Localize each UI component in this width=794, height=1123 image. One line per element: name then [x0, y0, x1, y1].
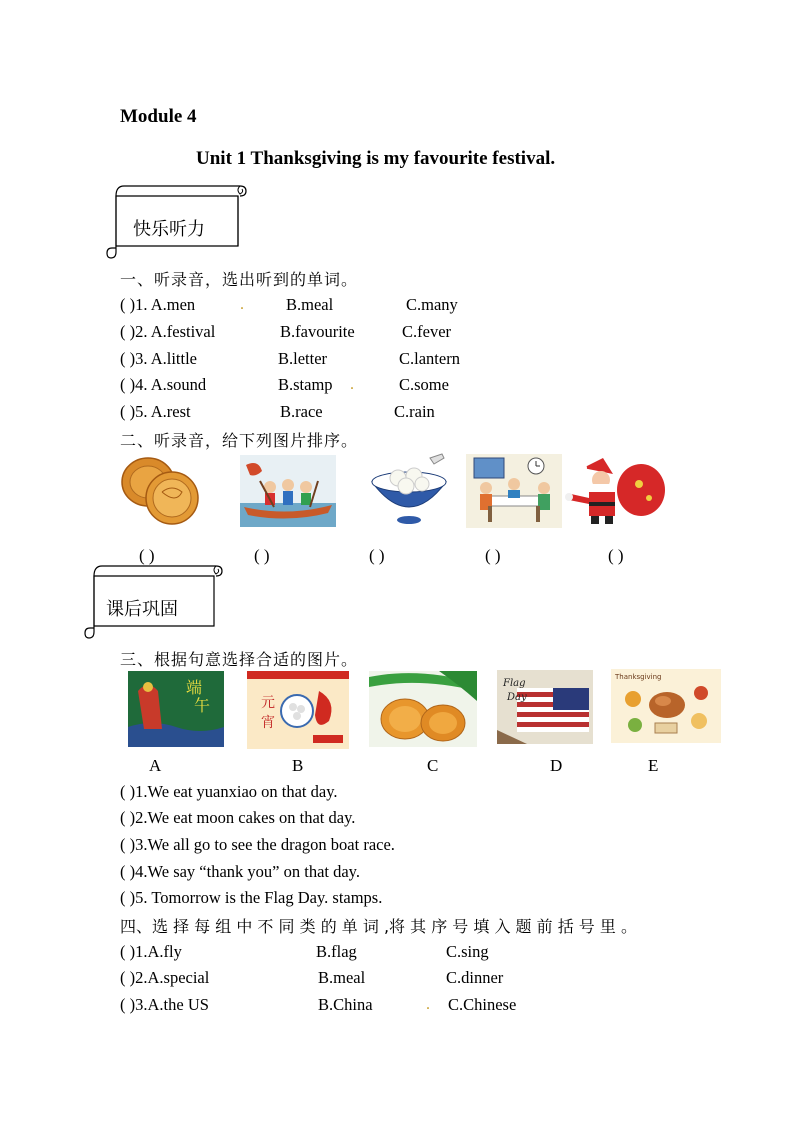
- s1-item-3-a: ( )3. A.little: [120, 349, 197, 368]
- svg-text:元: 元: [261, 695, 275, 711]
- order-blank-4[interactable]: ( ): [485, 546, 501, 565]
- picture-label-b: B: [292, 756, 304, 775]
- module-title: Module 4: [120, 106, 197, 127]
- family-dinner-picture: [466, 454, 562, 528]
- s1-item-3-c: C.lantern: [399, 349, 460, 368]
- order-blank-5[interactable]: ( ): [608, 546, 624, 565]
- section1-instruction: 一、听录音，选出听到的单词。: [120, 270, 359, 289]
- s1-item-1-c: C.many: [406, 295, 458, 314]
- s4-item-1-c: C.sing: [446, 942, 489, 961]
- s4-item-2-a: ( )2.A.special: [120, 968, 210, 987]
- mooncake-picture: [118, 452, 200, 528]
- picture-label-d: D: [550, 756, 563, 775]
- s4-item-1-a: ( )1.A.fly: [120, 942, 182, 961]
- dragon-boat-picture: [240, 455, 336, 527]
- picture-a-dragon-boat-festival: [128, 671, 224, 747]
- s1-item-3-b: B.letter: [278, 349, 328, 368]
- practice-banner-label: 课后巩固: [106, 599, 178, 620]
- section2-instruction: 二、听录音，给下列图片排序。: [120, 431, 359, 450]
- listening-banner: [106, 182, 248, 262]
- s3-sentence-2: ( )2.We eat moon cakes on that day.: [120, 808, 356, 827]
- svg-text:Flag: Flag: [503, 678, 526, 689]
- picture-label-e: E: [648, 756, 659, 775]
- unit-title: Unit 1 Thanksgiving is my favourite festival.: [196, 148, 556, 169]
- yuanxiao-picture: [368, 452, 450, 528]
- svg-text:午: 午: [194, 696, 211, 715]
- order-blank-1[interactable]: ( ): [139, 546, 155, 565]
- picture-c-mooncakes: [369, 671, 477, 747]
- s1-item-2-b: B.favourite: [280, 322, 355, 341]
- svg-text:宵: 宵: [261, 715, 275, 731]
- svg-text:端: 端: [186, 678, 203, 697]
- picture-d-flag-day: [497, 670, 593, 744]
- s3-sentence-5: ( )5. Tomorrow is the Flag Day. stamps.: [120, 888, 383, 907]
- order-blank-3[interactable]: ( ): [369, 546, 385, 565]
- s4-item-1-b: B.flag: [316, 942, 357, 961]
- s1-item-5-a: ( )5. A.rest: [120, 402, 191, 421]
- picture-b-lantern-festival: [247, 671, 349, 749]
- s1-item-1-a: ( )1. A.men: [120, 295, 196, 314]
- s4-item-2-b: B.meal: [318, 968, 366, 987]
- practice-banner: [84, 562, 224, 642]
- svg-text:Thanksgiving: Thanksgiving: [615, 673, 662, 681]
- s1-item-5-c: C.rain: [394, 402, 435, 421]
- s4-item-3-b: B.China: [318, 995, 373, 1014]
- s3-sentence-3: ( )3.We all go to see the dragon boat race.: [120, 835, 395, 854]
- svg-text:Day: Day: [507, 692, 527, 703]
- order-blank-2[interactable]: ( ): [254, 546, 270, 565]
- s1-item-2-a: ( )2. A.festival: [120, 322, 216, 341]
- s4-item-2-c: C.dinner: [446, 968, 504, 987]
- s1-item-1-b: B.meal: [286, 295, 334, 314]
- section4-instruction: 四、选 择 每 组 中 不 同 类 的 单 词 ,将 其 序 号 填 入 题 前 括 号 里 。: [120, 917, 637, 936]
- picture-e-thanksgiving: [611, 669, 721, 743]
- picture-label-a: A: [149, 756, 162, 775]
- s1-item-4-c: C.some: [399, 375, 449, 394]
- picture-label-c: C: [427, 756, 439, 775]
- s1-item-4-a: ( )4. A.sound: [120, 375, 207, 394]
- s4-item-3-c: C.Chinese: [448, 995, 517, 1014]
- s1-item-5-b: B.race: [280, 402, 323, 421]
- s1-item-2-c: C.fever: [402, 322, 452, 341]
- section3-instruction: 三、根据句意选择合适的图片。: [120, 650, 359, 669]
- s1-item-4-b: B.stamp: [278, 375, 333, 394]
- listening-banner-label: 快乐听力: [133, 219, 205, 240]
- s3-sentence-1: ( )1.We eat yuanxiao on that day.: [120, 782, 338, 801]
- santa-claus-picture: [563, 454, 669, 526]
- s3-sentence-4: ( )4.We say “thank you” on that day.: [120, 862, 360, 881]
- s4-item-3-a: ( )3.A.the US: [120, 995, 209, 1014]
